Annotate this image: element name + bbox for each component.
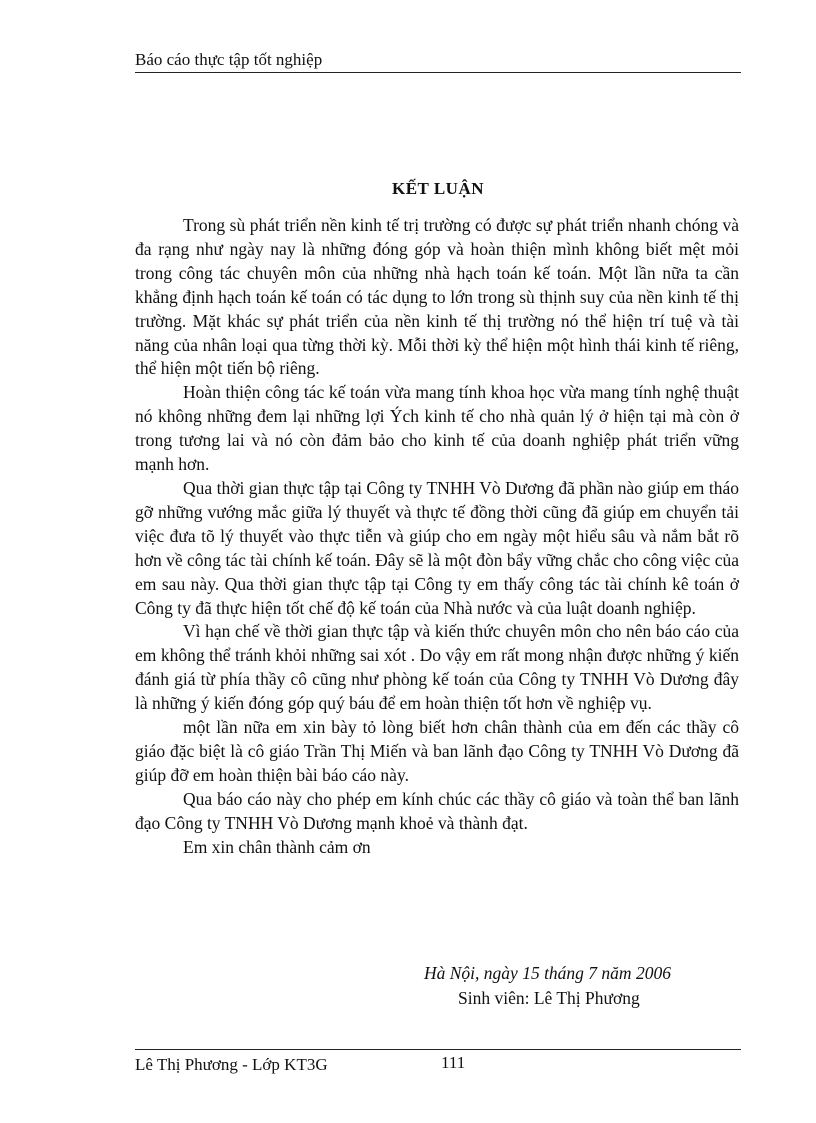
footer-author-class: Lê Thị Phương - Lớp KT3G bbox=[135, 1055, 328, 1074]
document-body bbox=[135, 214, 739, 859]
page-number: 111 bbox=[441, 1053, 466, 1072]
paragraph: Hoàn thiện công tác kế toán vừa mang tính khoa học vừa mang tính nghệ thuật nó không những đem lại những lợi Ých kinh tế cho nhà quản lý ở hiện tại mà còn ở trong tương lai và nó còn đảm bảo cho kinh tế của doanh nghiệp phát triển vững mạnh hơn. bbox=[135, 382, 739, 475]
footer-divider bbox=[135, 1049, 741, 1050]
page-header bbox=[135, 48, 741, 73]
paragraph: Qua thời gian thực tập tại Công ty TNHH Vò Dương đã phần nào giúp em tháo gỡ những vướng mắc giữa lý thuyết và thực tế đồng thời cũng đã giúp em chuyển tải việc đưa tõ lý thuyết vào thực tiễn và giúp cho em ngày một hiểu sâu và nắm bắt rõ hơn về công tác tài chính kế toán. Đây sẽ là một đòn bẩy vững chắc cho công việc của em sau này. Qua thời gian thực tập tại Công ty em thấy công tác tài chính kê toán ở Công ty đã thực hiện tốt chế độ kế toán của Nhà nước và của luật doanh nghiệp. bbox=[135, 477, 739, 618]
document-heading: KẾT LUẬN bbox=[391, 179, 484, 198]
paragraph: một lần nữa em xin bày tỏ lòng biết hơn chân thành của em đến các thầy cô giáo đặc biệt là cô giáo Trần Thị Miến và ban lãnh đạo Công ty TNHH Vò Dương đã giúp đỡ em hoàn thiện bài báo cáo này. bbox=[135, 717, 739, 785]
paragraph: Trong sù phát triển nền kinh tế trị trường có được sự phát triển nhanh chóng và đa rạng như ngày nay là những đóng góp và hoàn thiện mình không biết mệt mỏi trong công tác chuyên môn của những nhà hạch toán kế toán. Một lần nữa ta cần khẳng định hạch toán kế toán có tác dụng to lớn trong sù thịnh suy của nền kinh tế thị trường. Mặt khác sự phát triển của nền kinh tế thị trường nó thể hiện trí tuệ và tài năng của nhân loại qua từng thời kỳ. Mỗi thời kỳ thể hiện một hình thái kinh tế riêng, thể hiện một tiến bộ riêng. bbox=[135, 215, 739, 379]
paragraph: Qua báo cáo này cho phép em kính chúc các thầy cô giáo và toàn thể ban lãnh đạo Công ty TNHH Vò Dương mạnh khoẻ và thành đạt. bbox=[135, 788, 739, 833]
paragraph: Em xin chân thành cảm ơn bbox=[183, 836, 371, 857]
date-place-line: Hà Nội, ngày 15 tháng 7 năm 2006 bbox=[424, 963, 671, 983]
header-title: Báo cáo thực tập tốt nghiệp bbox=[135, 50, 323, 69]
signer-line: Sinh viên: Lê Thị Phương bbox=[458, 988, 640, 1008]
paragraph: Vì hạn chế về thời gian thực tập và kiến thức chuyên môn cho nên báo cáo của em không thể tránh khỏi những sai xót . Do vậy em rất mong nhận được những ý kiến đánh giá từ phía thầy cô cũng như phòng kế toán của Công ty TNHH Vò Dương đây là những ý kiến đóng góp quý báu để em hoàn thiện tốt hơn về nghiệp vụ. bbox=[135, 621, 739, 714]
